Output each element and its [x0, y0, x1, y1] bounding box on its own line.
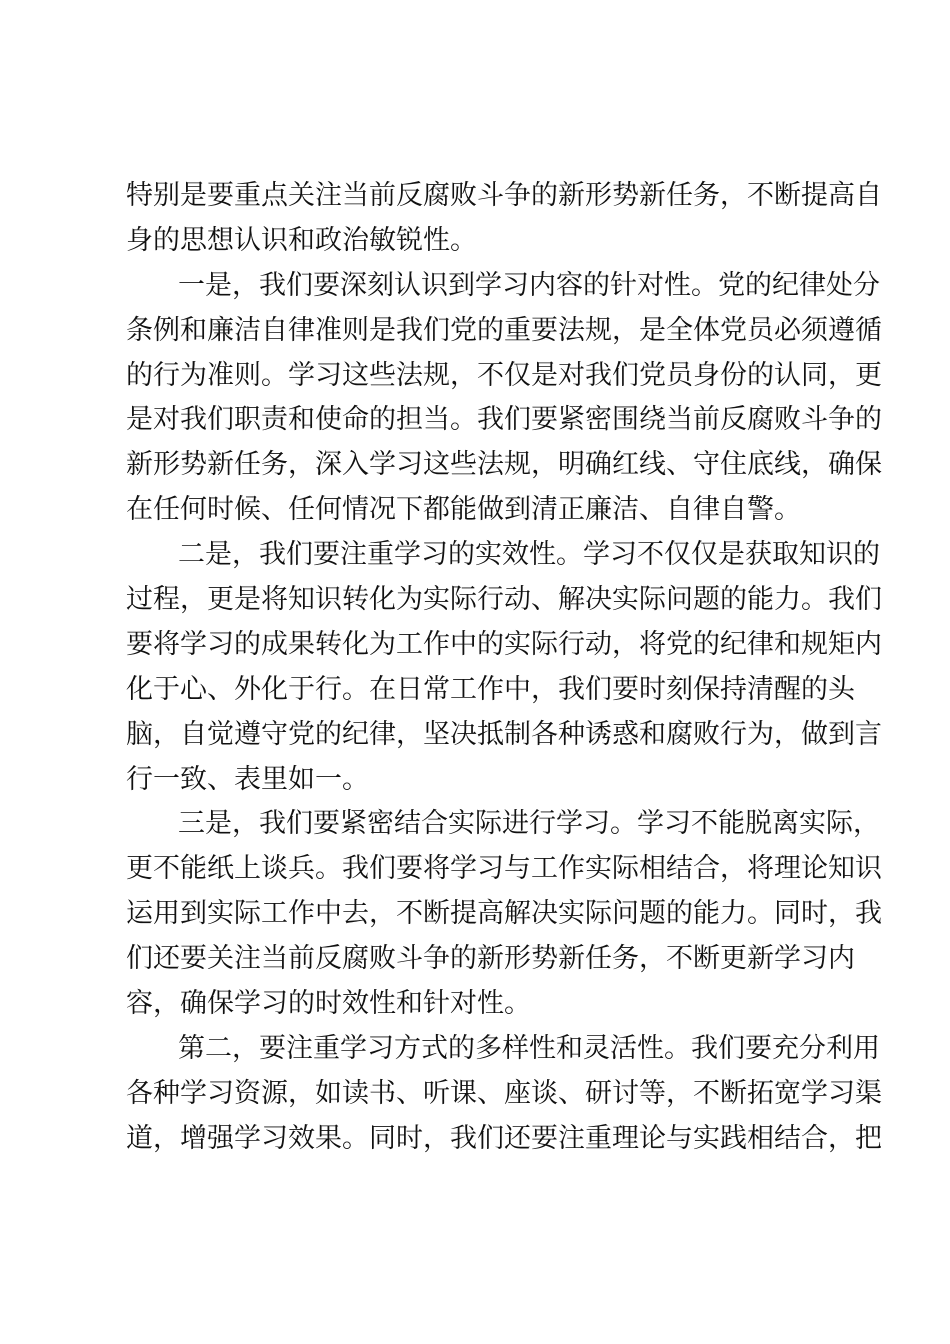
- text-line: 条例和廉洁自律准则是我们党的重要法规，是全体党员必须遵循: [126, 314, 882, 346]
- text-line: 道，增强学习效果。同时，我们还要注重理论与实践相结合，把: [126, 1122, 882, 1154]
- text-line: 二是，我们要注重学习的实效性。学习不仅仅是获取知识的: [178, 539, 880, 571]
- text-line: 行一致、表里如一。: [126, 763, 369, 795]
- text-line: 要将学习的成果转化为工作中的实际行动，将党的纪律和规矩内: [126, 628, 882, 660]
- text-line: 脑，自觉遵守党的纪律，坚决抵制各种诱惑和腐败行为，做到言: [126, 718, 882, 750]
- text-line: 们还要关注当前反腐败斗争的新形势新任务，不断更新学习内: [126, 943, 855, 975]
- text-line: 运用到实际工作中去，不断提高解决实际问题的能力。同时，我: [126, 898, 882, 930]
- paragraph-1: [126, 174, 882, 264]
- paragraph-4: [126, 802, 882, 1026]
- text-line: 更不能纸上谈兵。我们要将学习与工作实际相结合，将理论知识: [126, 853, 882, 885]
- document-body: [126, 174, 882, 1162]
- text-line: 第二，要注重学习方式的多样性和灵活性。我们要充分利用: [178, 1032, 880, 1064]
- text-line: 各种学习资源，如读书、听课、座谈、研讨等，不断拓宽学习渠: [126, 1077, 882, 1109]
- paragraph-3: [126, 533, 882, 802]
- text-line: 过程，更是将知识转化为实际行动、解决实际问题的能力。我们: [126, 584, 882, 616]
- text-line: 一是，我们要深刻认识到学习内容的针对性。党的纪律处分: [178, 269, 880, 301]
- text-line: 特别是要重点关注当前反腐败斗争的新形势新任务，不断提高自: [126, 180, 882, 211]
- text-line: 化于心、外化于行。在日常工作中，我们要时刻保持清醒的头: [126, 673, 855, 705]
- text-line: 的行为准则。学习这些法规，不仅是对我们党员身份的认同，更: [126, 359, 882, 391]
- text-line: 是对我们职责和使命的担当。我们要紧密围绕当前反腐败斗争的: [126, 404, 882, 436]
- text-line: 三是，我们要紧密结合实际进行学习。学习不能脱离实际，: [178, 808, 880, 840]
- text-line: 容，确保学习的时效性和针对性。: [126, 988, 531, 1020]
- text-line: 在任何时候、任何情况下都能做到清正廉洁、自律自警。: [126, 494, 801, 526]
- paragraph-5: [126, 1027, 882, 1162]
- paragraph-2: [126, 264, 882, 533]
- text-line: 新形势新任务，深入学习这些法规，明确红线、守住底线，确保: [126, 449, 882, 481]
- text-line: 身的思想认识和政治敏锐性。: [126, 224, 477, 256]
